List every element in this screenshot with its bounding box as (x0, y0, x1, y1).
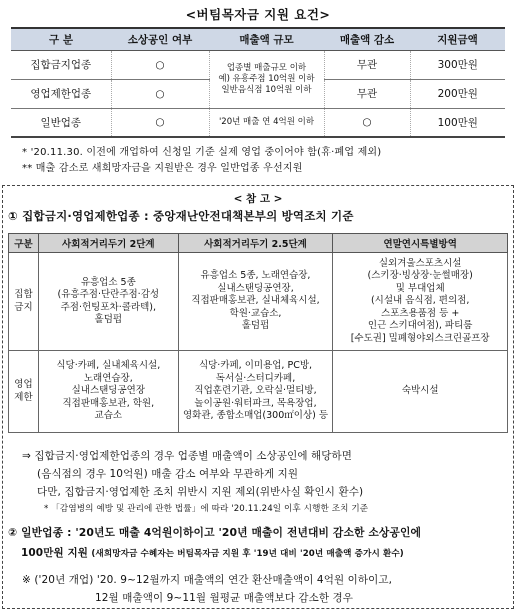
table-row (9, 351, 508, 433)
distancing-header-row (9, 234, 508, 253)
cell-line: 스포츠용품점 등 + (381, 307, 460, 319)
row-sales-scale (209, 50, 324, 108)
cell-line: (시설내 음식점, 편의점, (370, 295, 470, 307)
table-row (11, 50, 505, 79)
row-amount: 300만원 (410, 50, 505, 79)
cell-line: 주점·헌팅포차·콜라텍), (60, 301, 156, 313)
section2-note: 12월 매출액이 9~11월 월평균 매출액보다 감소한 경우 (95, 592, 354, 604)
requirements-table (11, 27, 505, 138)
section2-line2 (21, 545, 404, 560)
cell-line: 직접판매홍보관, 실내체육시설, (191, 295, 320, 307)
cell-line: 학원·교습소, (229, 307, 282, 319)
cell-line: 홀덤펍 (241, 320, 270, 332)
header-amount: 지원금액 (410, 28, 505, 50)
cell-line: 유흥업소 5종 (80, 276, 136, 288)
para1-line: 다만, 집합금지·영업제한 조치 위반시 지원 제외(위반사실 확인시 환수) (37, 486, 364, 498)
cell-line: 실내스탠딩공연장 (71, 385, 146, 397)
sales-line: 업종별 매출규모 이하 (226, 62, 307, 73)
cell-line: [수도권] 밀폐형야외스크린골프장 (350, 332, 490, 344)
para1-note: * 「감염병의 예방 및 관리에 관한 법률」에 따라 '20.11.24일 이후 시행한 조치 기준 (44, 504, 369, 514)
cell-year-end (333, 351, 508, 433)
row-small-biz: ○ (111, 50, 209, 79)
cell-level-2-5 (178, 253, 333, 351)
cell-level-2 (38, 253, 178, 351)
header-small-biz: 소상공인 여부 (111, 28, 209, 50)
row-label (9, 351, 39, 433)
cell-level-2-5 (178, 351, 333, 433)
footnote: * '20.11.30. 이전에 개업하여 신청일 기준 실제 영업 중이어야 함(휴·폐업 제외) (22, 147, 382, 158)
row-small-biz: ○ (111, 108, 209, 137)
cell-line: 놀이공원·워터파크, 목욕장업, (194, 397, 317, 409)
header-sales-decrease: 매출액 감소 (324, 28, 410, 50)
requirements-header-row (11, 28, 505, 50)
row-label-line: 영업 (14, 379, 33, 390)
cell-line: 교습소 (94, 410, 123, 422)
section2-clawback: (새희망자금 수혜자는 버팀목자금 지원 후 '19년 대비 '20년 매출액 증가시 환수) (91, 549, 404, 559)
para1-line: ⇒ 집합금지·영업제한업종의 경우 업종별 매출액이 소상공인에 해당하면 (22, 450, 353, 462)
row-label-line: 금지 (14, 301, 33, 313)
cell-line: 숙박시설 (401, 385, 439, 397)
reference-title: < 참 고 > (233, 193, 283, 205)
row-amount: 100만원 (410, 108, 505, 137)
row-category: 일반업종 (11, 108, 111, 137)
row-category: 영업제한업종 (11, 79, 111, 108)
cell-line: 홀덤펍 (94, 314, 123, 325)
cell-line: 인근 스키대여점), 파티룸 (367, 320, 473, 332)
row-sales-decrease: ○ (324, 108, 410, 137)
cell-line: (유흥주점·단란주점·감성 (57, 289, 160, 300)
cell-line: 및 부대업체 (395, 282, 445, 294)
cell-line: 실외겨울스포츠시설 (378, 257, 462, 269)
para1-line: (음식점의 경우 10억원) 매출 감소 여부와 무관하게 지원 (37, 468, 299, 480)
header-category: 구 분 (11, 28, 111, 50)
cell-line: 실내스탠딩공연장, (217, 282, 294, 294)
row-sales-decrease: 무관 (324, 50, 410, 79)
cell-level-2 (38, 351, 178, 433)
row-label-line: 집합 (14, 289, 33, 300)
cell-line: 식당·카페, 실내체육시설, (56, 360, 161, 372)
header-sales-scale: 매출액 규모 (209, 28, 324, 50)
table-row (11, 108, 505, 137)
row-category: 집합금지업종 (11, 50, 111, 79)
cell-line: 영화관, 종합소매업(300㎡이상) 등 (182, 410, 329, 422)
sales-line: 예) 유흥주점 10억원 이하 (218, 73, 315, 84)
cell-line: 유흥업소 5종, 노래연습장, (200, 270, 311, 282)
section2-note: ※ ('20년 개업) '20. 9~12월까지 매출액의 연간 환산매출액이 4억원 이하이고, (22, 574, 393, 586)
row-small-biz: ○ (111, 79, 209, 108)
header-level-2: 사회적거리두기 2단계 (38, 234, 178, 253)
row-amount: 200만원 (410, 79, 505, 108)
cell-year-end (333, 253, 508, 351)
header-level-2-5: 사회적거리두기 2.5단계 (178, 234, 333, 253)
section1-heading: ① 집합금지·영업제한업종 : 중앙재난안전대책본부의 방역조치 기준 (8, 209, 354, 223)
table-row (9, 253, 508, 351)
row-sales-decrease: 무관 (324, 79, 410, 108)
row-sales-scale: '20년 매출 연 4억원 이하 (209, 108, 324, 137)
header-division: 구분 (9, 234, 39, 253)
cell-line: 노래연습장, (83, 372, 133, 384)
row-label (9, 253, 39, 351)
sales-line: 일반음식점 10억원 이하 (221, 84, 312, 95)
footnote: ** 매출 감소로 새희망자금을 지원받은 경우 일반업종 우선지원 (22, 163, 303, 174)
cell-line: 직접판매홍보관, 학원, (62, 397, 155, 409)
cell-line: 독서실·스터디카페, (215, 372, 296, 384)
distancing-table (8, 233, 508, 433)
page-title: <버팀목자금 지원 요건> (185, 7, 331, 22)
row-label-line: 제한 (14, 391, 33, 403)
cell-line: (스키장·빙상장·눈썰매장) (367, 270, 473, 282)
section2-amount: 100만원 지원 (21, 547, 88, 559)
section2-line: ② 일반업종 : '20년도 매출 4억원이하이고 '20년 매출이 전년대비 감소한 소상공인에 (8, 526, 422, 539)
cell-line: 직업훈련기관, 오락실·멀티방, (194, 385, 317, 397)
cell-line: 식당·카페, 이미용업, PC방, (198, 360, 313, 372)
header-year-end: 연말연시특별방역 (333, 234, 508, 253)
